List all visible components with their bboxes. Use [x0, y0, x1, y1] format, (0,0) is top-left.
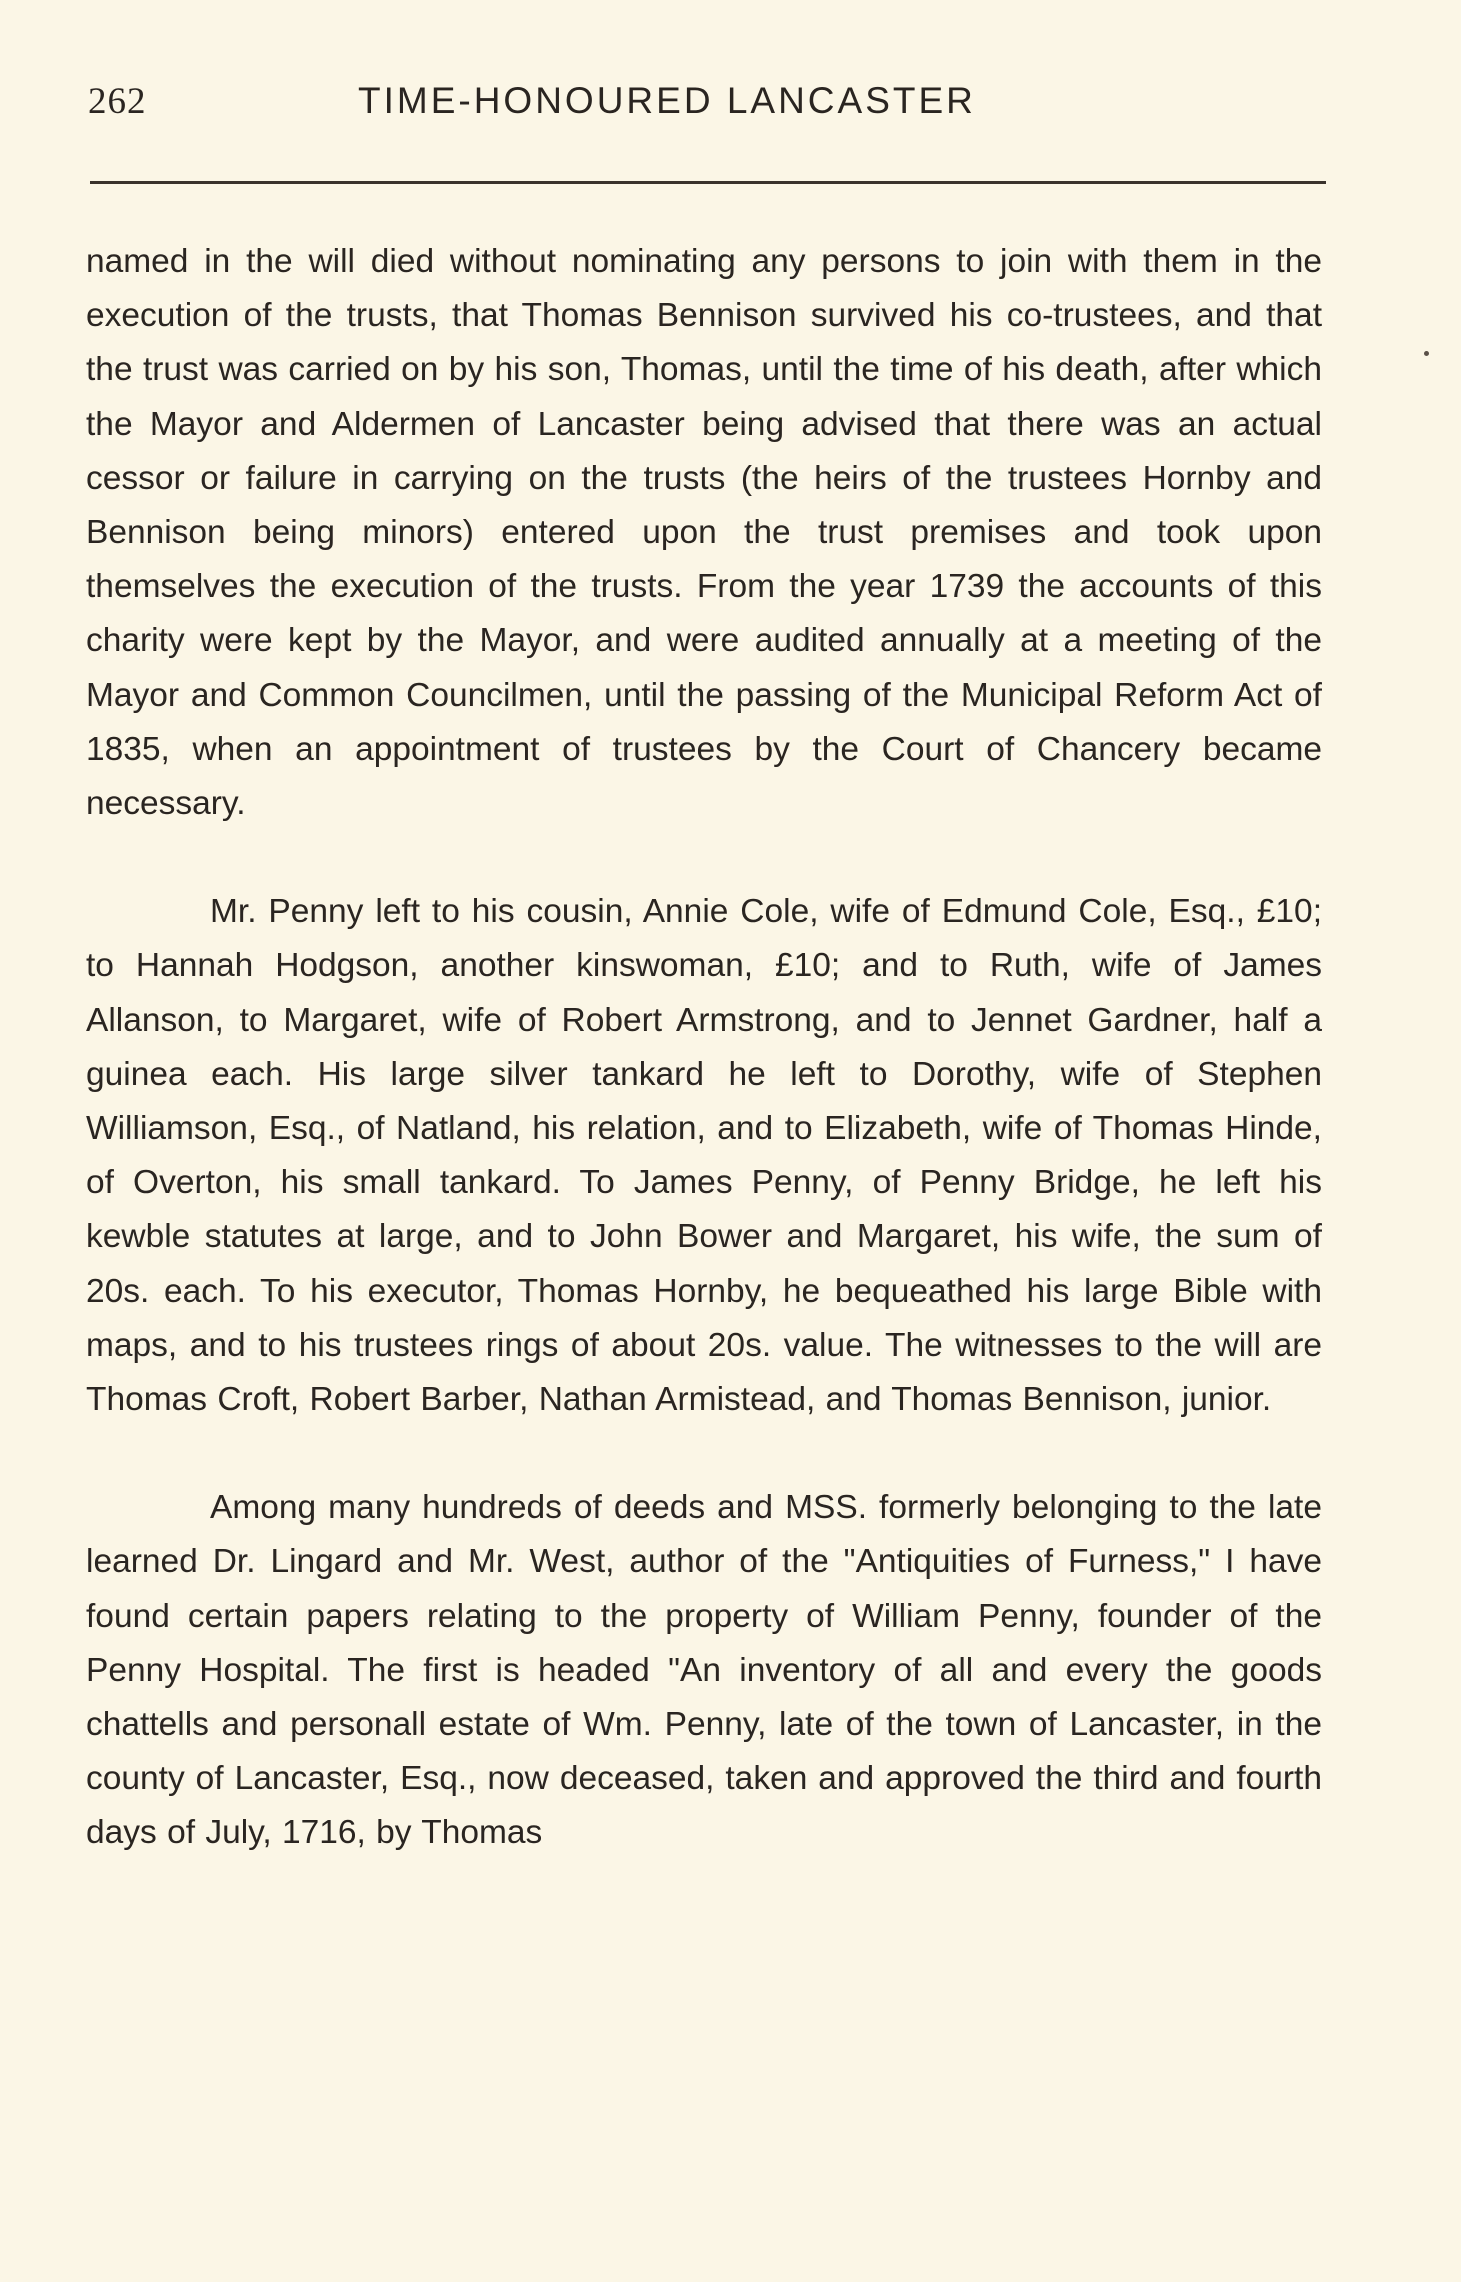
ink-speck [1424, 351, 1429, 356]
body-text [86, 235, 1322, 1861]
page-number: 262 [88, 81, 147, 122]
running-head [88, 80, 1328, 140]
running-title: TIME-HONOURED LANCASTER [358, 80, 976, 121]
paragraph-continuation: named in the will died without nominating any persons to join with them in the execution of the trusts, that Thomas Bennison survived his co-trustees, and that the trust was carried on by his son, Thomas, until the time of his death, after which the Mayor and Aldermen of Lancaster being advised that there was an actual cessor or failure in carrying on the trusts (the heirs of the trustees Hornby and Bennison being minors) entered upon the trust premises and took upon themselves the execution of the trusts. From the year 1739 the accounts of this charity were kept by the Mayor, and were audited annually at a meeting of the Mayor and Common Councilmen, until the passing of the Municipal Reform Act of 1835, when an appointment of trustees by the Court of Chancery became necessary. [86, 243, 1322, 823]
paragraph-deeds: Among many hundreds of deeds and MSS. formerly belonging to the late learned Dr. Lingard and Mr. West, author of the "Antiquities of Furness," I have found certain papers relating to the property of William Penny, founder of the Penny Hospital. The first is headed "An inventory of all and every the goods chattells and personall estate of Wm. Penny, late of the town of Lancaster, in the county of Lancaster, Esq., now deceased, taken and approved the third and fourth days of July, 1716, by Thomas [86, 1489, 1322, 1852]
header-rule [90, 181, 1326, 184]
paragraph-bequests: Mr. Penny left to his cousin, Annie Cole, wife of Edmund Cole, Esq., £10; to Hannah Hodgson, another kinswoman, £10; and to Ruth, wife of James Allanson, to Margaret, wife of Robert Armstrong, and to Jennet Gardner, half a guinea each. His large silver tankard he left to Dorothy, wife of Stephen Williamson, Esq., of Natland, his relation, and to Elizabeth, wife of Thomas Hinde, of Overton, his small tankard. To James Penny, of Penny Bridge, he left his kewble statutes at large, and to John Bower and Margaret, his wife, the sum of 20s. each. To his executor, Thomas Hornby, he bequeathed his large Bible with maps, and to his trustees rings of about 20s. value. The witnesses to the will are Thomas Croft, Robert Barber, Nathan Armistead, and Thomas Bennison, junior. [86, 893, 1322, 1419]
